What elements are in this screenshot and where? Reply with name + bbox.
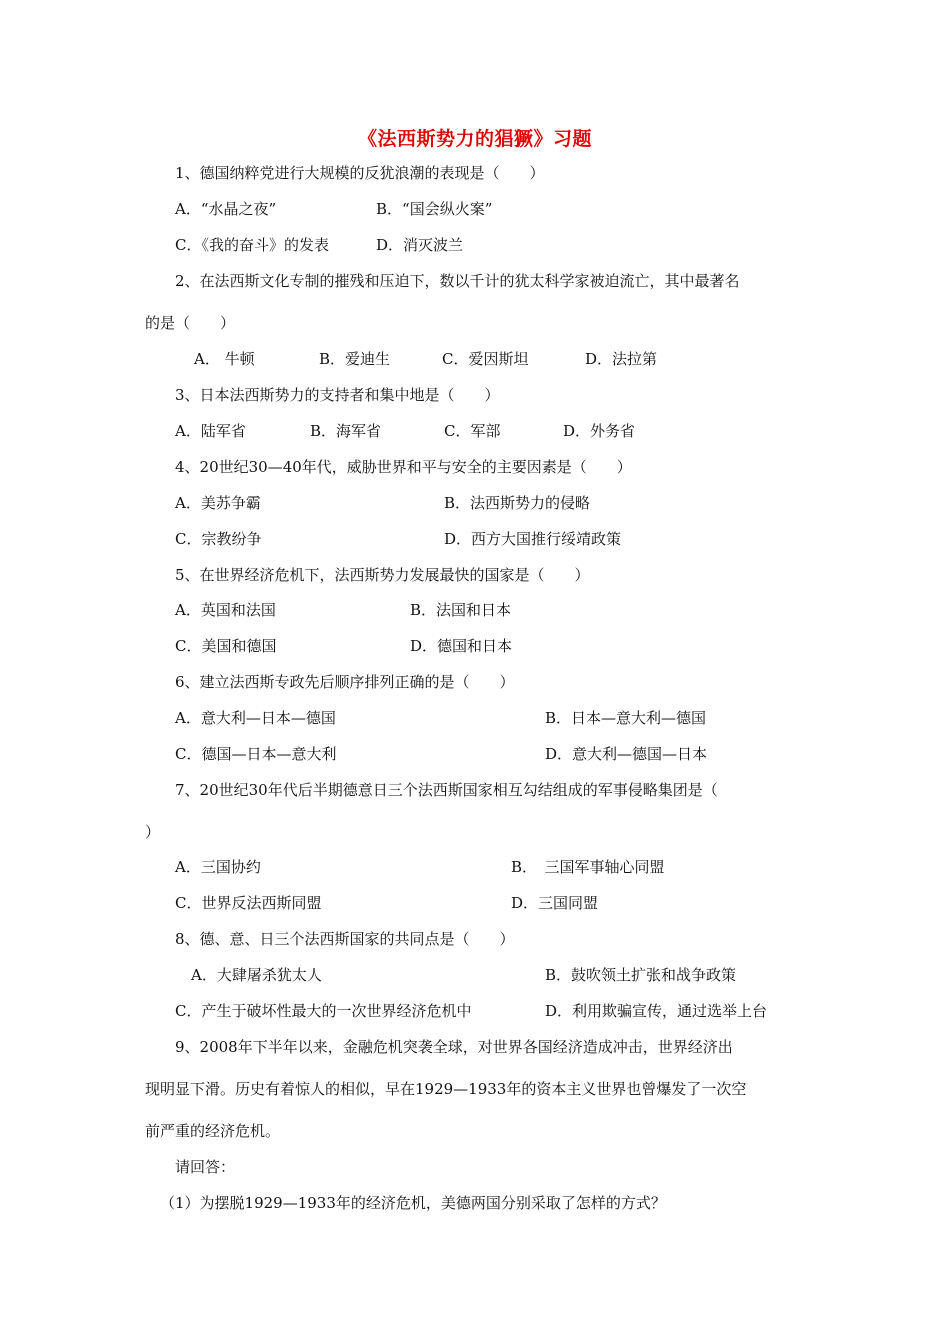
question-4-stem: 4、20世纪30—40年代，威胁世界和平与安全的主要因素是（ ） xyxy=(175,458,632,476)
question-2-option-c: C．爱因斯坦 xyxy=(442,350,529,368)
question-1-option-d: D．消灭波兰 xyxy=(376,236,464,254)
question-3-option-d: D．外务省 xyxy=(563,422,636,440)
question-3-option-b: B．海军省 xyxy=(310,422,382,440)
question-6-option-d: D．意大利—德国—日本 xyxy=(545,745,708,763)
question-2-stem-continued: 的是（ ） xyxy=(145,314,236,332)
question-2-stem: 2、在法西斯文化专制的摧残和压迫下，数以千计的犹太科学家被迫流亡，其中最著名 xyxy=(175,272,740,290)
question-6-option-a: A．意大利—日本—德国 xyxy=(175,709,336,727)
question-9-prompt: 请回答： xyxy=(175,1158,236,1176)
question-2-option-a: A． 牛顿 xyxy=(194,350,255,368)
question-7-stem-continued: ） xyxy=(145,823,161,841)
question-6-stem: 6、建立法西斯专政先后顺序排列正确的是（ ） xyxy=(175,673,515,691)
question-7-option-c: C．世界反法西斯同盟 xyxy=(175,894,322,912)
question-7-stem: 7、20世纪30年代后半期德意日三个法西斯国家相互勾结组成的军事侵略集团是（ xyxy=(175,781,718,799)
question-4-option-a: A．美苏争霸 xyxy=(175,494,261,512)
question-2-option-d: D．法拉第 xyxy=(585,350,658,368)
question-9-line-2: 现明显下滑。历史有着惊人的相似，早在1929—1933年的资本主义世界也曾爆发了一次空 xyxy=(145,1080,747,1098)
question-1-stem: 1、德国纳粹党进行大规模的反犹浪潮的表现是（ ） xyxy=(175,164,545,182)
question-4-option-b: B．法西斯势力的侵略 xyxy=(444,494,591,512)
question-7-option-b: B． 三国军事轴心同盟 xyxy=(511,858,665,876)
question-8-option-a: A．大肆屠杀犹太人 xyxy=(191,966,322,984)
question-7-option-d: D．三国同盟 xyxy=(511,894,599,912)
question-1-option-b: B．“国会纵火案” xyxy=(376,200,493,218)
question-1-option-a: A．“水晶之夜” xyxy=(175,200,277,218)
question-2-option-b: B．爱迪生 xyxy=(319,350,391,368)
question-6-option-c: C．德国—日本—意大利 xyxy=(175,745,337,763)
question-4-option-d: D．西方大国推行绥靖政策 xyxy=(444,530,622,548)
question-5-option-b: B．法国和日本 xyxy=(410,601,512,619)
question-9-line-1: 9、2008年下半年以来，金融危机突袭全球，对世界各国经济造成冲击，世界经济出 xyxy=(175,1038,733,1056)
question-8-option-b: B．鼓吹领土扩张和战争政策 xyxy=(545,966,737,984)
question-8-option-c: C．产生于破坏性最大的一次世界经济危机中 xyxy=(175,1002,472,1020)
question-7-option-a: A．三国协约 xyxy=(175,858,261,876)
question-1-option-c: C．《我的奋斗》的发表 xyxy=(175,236,329,254)
question-3-option-a: A．陆军省 xyxy=(175,422,246,440)
question-8-option-d: D．利用欺骗宣传，通过选举上台 xyxy=(545,1002,768,1020)
question-9-sub-1: （1）为摆脱1929—1933年的经济危机，美德两国分别采取了怎样的方式？ xyxy=(160,1194,666,1212)
question-3-option-c: C．军部 xyxy=(444,422,501,440)
question-4-option-c: C．宗教纷争 xyxy=(175,530,262,548)
question-6-option-b: B．日本—意大利—德国 xyxy=(545,709,707,727)
question-5-option-c: C．美国和德国 xyxy=(175,637,277,655)
question-5-stem: 5、在世界经济危机下，法西斯势力发展最快的国家是（ ） xyxy=(175,566,590,584)
question-5-option-d: D．德国和日本 xyxy=(410,637,513,655)
question-5-option-a: A．英国和法国 xyxy=(175,601,276,619)
question-8-stem: 8、德、意、日三个法西斯国家的共同点是（ ） xyxy=(175,930,515,948)
question-9-line-3: 前严重的经济危机。 xyxy=(145,1122,281,1140)
page-title: 《法西斯势力的猖獗》习题 xyxy=(357,128,592,150)
question-3-stem: 3、日本法西斯势力的支持者和集中地是（ ） xyxy=(175,386,500,404)
